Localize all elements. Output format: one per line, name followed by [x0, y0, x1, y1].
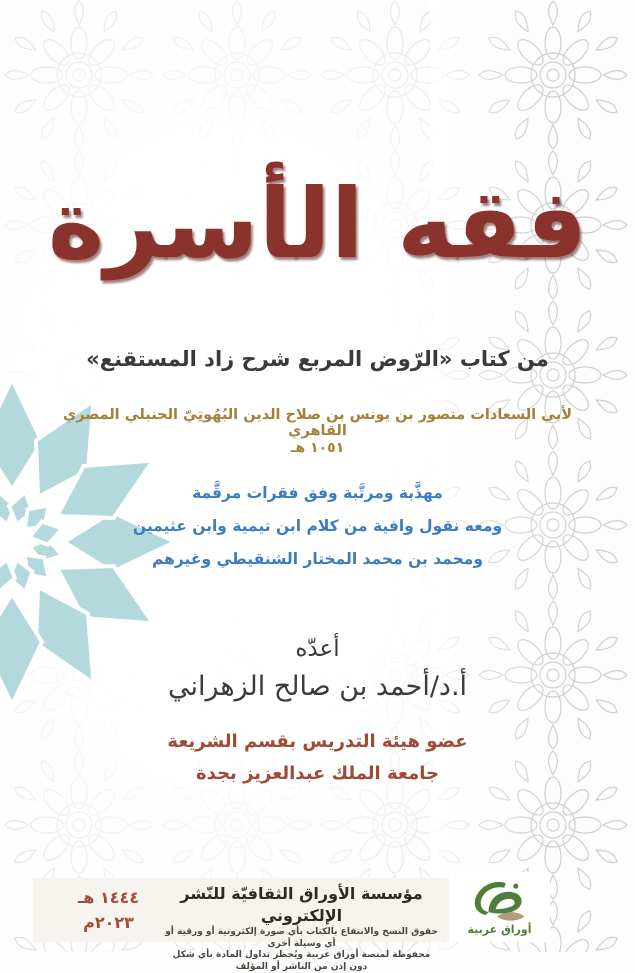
logo-text: أوراق عربية — [467, 922, 532, 936]
original-author-line: لأبي السعادات منصور بن يونس بن صلاح الدين البُهُوتِيّ الحنبلي المصري القاهري — [62, 407, 573, 439]
publisher-info — [165, 883, 438, 973]
hijri-year: ١٤٤٤ هـ — [77, 888, 140, 907]
prepared-by-role: عضو هيئة التدريس بقسم الشريعة — [167, 731, 468, 752]
source-book-line: من كتاب «الرّوض المربع شرح زاد المستقنع» — [86, 347, 549, 371]
gregorian-year: ٢٠٢٣م — [83, 913, 134, 932]
feature-line: ومعه نقول وافية من كلام ابن تيمية وابن عثيمين — [132, 517, 503, 535]
prepared-by-label: أعدّه — [295, 636, 340, 662]
feature-line: ومحمد بن محمد المختار الشنقيطي وغيرهم — [152, 550, 483, 568]
publisher-footer — [33, 878, 550, 972]
rights-notice-line1: حقوق النسخ والانتفاع بالكتاب بأي صورة إلكترونية أو ورقية أو أي وسيلة أخرى — [165, 927, 438, 949]
features-block — [0, 477, 635, 576]
awraq-logo-icon — [464, 879, 536, 925]
death-year: ١٠٥١ هـ — [290, 440, 345, 456]
book-title: فقه الأسرة — [47, 168, 588, 280]
feature-line: مهذَّبة ومرتَّبة وفق فقرات مرقَّمة — [192, 484, 443, 502]
publisher-name: مؤسسة الأوراق الثقافيّة للنّشر الإلكتروني — [180, 884, 423, 925]
prepared-by-university: جامعة الملك عبدالعزيز بجدة — [196, 763, 439, 784]
publisher-logo — [449, 872, 550, 942]
prepared-by-name: أ.د/أحمد بن صالح الزهراني — [167, 671, 468, 702]
publication-dates — [61, 885, 156, 935]
rights-notice-line2: محفوظة لمنصة أوراق عربية ويُحظر تداول المادة بأي شكل دون إذن من الناشر أو المؤلف — [172, 950, 431, 972]
